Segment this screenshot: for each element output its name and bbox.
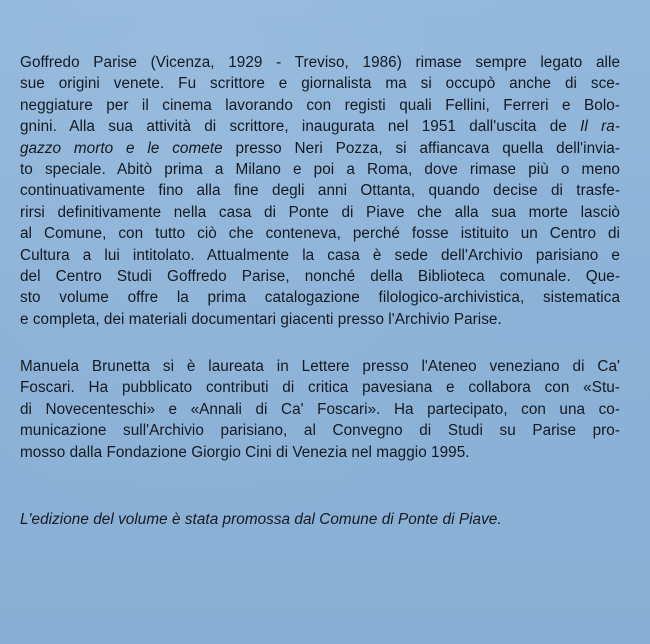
text-line: continuativamente fino alla fine degli anni Ottanta, quando decise di trasfe- bbox=[20, 182, 620, 200]
text-line bbox=[20, 116, 620, 137]
text-line: sue origini venete. Fu scrittore e giornalista ma si occupò anche di sce- bbox=[20, 75, 620, 93]
text-line: sto volume offre la prima catalogazione filologico-archivistica, sistematica bbox=[20, 289, 620, 307]
text-line: rirsi definitivamente nella casa di Ponte di Piave che alla sua morte lasciò bbox=[20, 203, 620, 221]
author-paragraph bbox=[20, 356, 620, 463]
text-line: Foscari. Ha pubblicato contributi di critica pavesiana e collabora con «Stu- bbox=[20, 379, 620, 397]
book-title-italic: Il ra- bbox=[580, 118, 620, 136]
text-line: L'edizione del volume è stata promossa dal Comune di Ponte di Piave. bbox=[20, 511, 502, 528]
text-line: Manuela Brunetta si è laureata in Lettere presso l'Ateneo veneziano di Ca' bbox=[20, 358, 620, 375]
text-segment: gnini. Alla sua attività di scrittore, inaugurata nel 1951 dall'uscita de bbox=[20, 118, 581, 136]
edition-credit bbox=[20, 509, 620, 530]
text-line: e completa, dei materiali documentari giacenti presso l'Archivio Parise. bbox=[20, 310, 502, 328]
text-line: to speciale. Abitò prima a Milano e poi a Roma, dove rimase più o meno bbox=[20, 160, 620, 178]
text-line: neggiature per il cinema lavorando con registi quali Fellini, Ferreri e Bolo- bbox=[20, 96, 620, 114]
book-title-italic: gazzo morto e le comete bbox=[20, 139, 223, 157]
text-line: di Novecenteschi» e «Annali di Ca' Foscari». Ha partecipato, con una co- bbox=[20, 400, 620, 418]
text-line: del Centro Studi Goffredo Parise, nonché della Biblioteca comunale. Que- bbox=[20, 267, 620, 285]
text-line: al Comune, con tutto ciò che conteneva, perché fosse istituito un Centro di bbox=[20, 225, 620, 243]
text-segment: presso Neri Pozza, si affiancava quella dell'inviа- bbox=[222, 139, 620, 157]
text-line: Cultura a lui intitolato. Attualmente la casa è sede dell'Archivio parisiano e bbox=[20, 246, 620, 264]
text-line bbox=[20, 138, 620, 159]
biography-paragraph bbox=[20, 52, 620, 330]
text-line: municazione sull'Archivio parisiano, al Convegno di Studi su Parise pro- bbox=[20, 422, 620, 440]
text-line: mosso dalla Fondazione Giorgio Cini di Venezia nel maggio 1995. bbox=[20, 443, 470, 461]
text-line: Goffredo Parise (Vicenza, 1929 - Treviso, 1986) rimase sempre legato alle bbox=[20, 54, 620, 71]
